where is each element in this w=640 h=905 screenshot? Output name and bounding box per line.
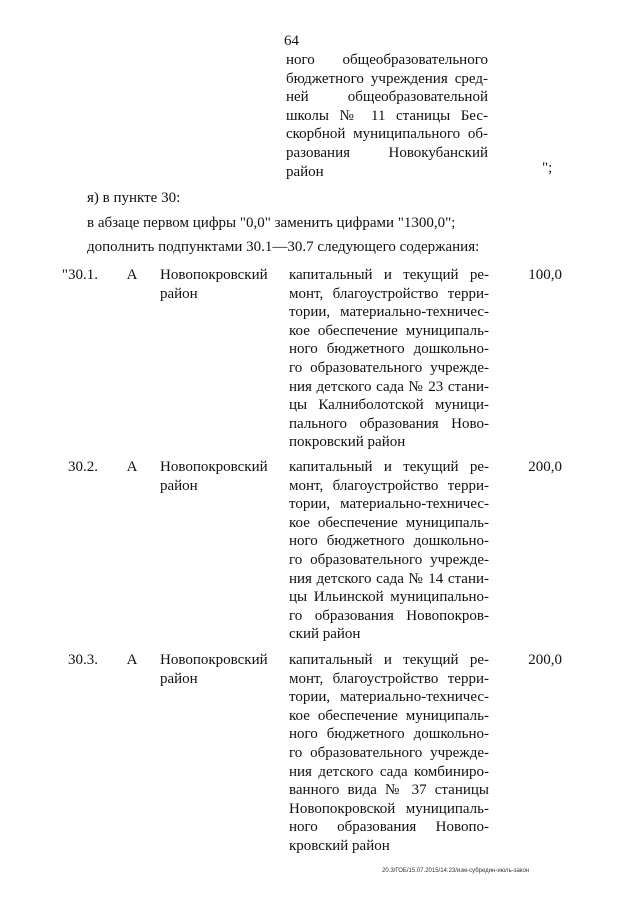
row-amount: 200,0: [528, 459, 562, 475]
row-number: 30.3.: [68, 652, 98, 668]
page-number: 64: [284, 33, 299, 49]
continuation-text: [286, 51, 488, 181]
purpose-line: пального образования Ново-: [289, 415, 489, 432]
row-district: [160, 458, 278, 495]
row-code: А: [126, 459, 138, 475]
purpose-line: ния детского сада № 23 стани-: [289, 378, 489, 395]
purpose-line: ния детского сада № 14 стани-: [289, 570, 489, 587]
purpose-line: Новопокровской муниципаль-: [289, 800, 489, 817]
purpose-line: го образования Новопокров-: [289, 607, 489, 624]
purpose-line: тории, материально-техничес-: [289, 304, 489, 321]
row-code: А: [126, 267, 138, 283]
closing-quote-mark: ";: [542, 160, 553, 176]
continuation-line: скорбной муниципального об-: [286, 126, 488, 143]
continuation-line: бюджетного учреждения сред-: [286, 70, 488, 87]
purpose-line: ного бюджетного дошкольно-: [289, 533, 489, 550]
continuation-line: разования Новокубанский: [286, 144, 488, 161]
row-purpose: [289, 458, 489, 644]
row-purpose: [289, 651, 489, 856]
purpose-line: кое обеспечение муниципаль-: [289, 707, 489, 724]
purpose-line: монт, благоустройство терри-: [289, 285, 489, 302]
paragraph-item-ya: я) в пункте 30:: [87, 190, 181, 206]
purpose-line: кое обеспечение муниципаль-: [289, 514, 489, 531]
paragraph-add-subitems: дополнить подпунктами 30.1—30.7 следующего содержания:: [87, 239, 480, 255]
purpose-line: тории, материально-техничес-: [289, 496, 489, 513]
row-purpose: [289, 266, 489, 452]
purpose-line: го образовательного учрежде-: [289, 744, 489, 761]
purpose-line: го образовательного учрежде-: [289, 551, 489, 568]
purpose-line: ного бюджетного дошкольно-: [289, 341, 489, 358]
row-district: [160, 266, 278, 303]
row-number: "30.1.: [61, 267, 98, 283]
continuation-line: ней общеобразовательной: [286, 89, 488, 106]
purpose-line: тории, материально-техничес-: [289, 689, 489, 706]
district-line: район: [160, 477, 198, 494]
purpose-line: капитальный и текущий ре-: [289, 459, 489, 475]
continuation-line: район: [286, 163, 324, 180]
district-line: Новопокровский: [160, 459, 268, 475]
continuation-line: школы № 11 станицы Бес-: [286, 107, 488, 124]
purpose-line: ский район: [289, 626, 361, 643]
purpose-line: го образовательного учрежде-: [289, 359, 489, 376]
purpose-line: ного образования Новопо-: [289, 819, 489, 836]
document-footer: 20.3/ГОБ/15.07.2015/14:23/изм-субредин-июль-закон: [382, 868, 530, 874]
paragraph-replace-figures: в абзаце первом цифры "0,0" заменить цифрами "1300,0";: [87, 215, 456, 231]
continuation-line: ного общеобразовательного: [286, 52, 488, 68]
row-number: 30.2.: [68, 459, 98, 475]
district-line: Новопокровский: [160, 267, 268, 283]
purpose-line: монт, благоустройство терри-: [289, 670, 489, 687]
row-amount: 200,0: [528, 652, 562, 668]
purpose-line: ного бюджетного дошкольно-: [289, 726, 489, 743]
row-code: А: [126, 652, 138, 668]
district-line: Новопокровский: [160, 652, 268, 668]
purpose-line: покровский район: [289, 434, 406, 451]
purpose-line: монт, благоустройство терри-: [289, 477, 489, 494]
purpose-line: ванного вида № 37 станицы: [289, 782, 489, 799]
district-line: район: [160, 285, 198, 302]
purpose-line: цы Калниболотской муници-: [289, 397, 489, 414]
purpose-line: капитальный и текущий ре-: [289, 652, 489, 668]
row-amount: 100,0: [528, 267, 562, 283]
purpose-line: кое обеспечение муниципаль-: [289, 322, 489, 339]
purpose-line: кровский район: [289, 837, 390, 854]
district-line: район: [160, 670, 198, 687]
purpose-line: ния детского сада комбиниро-: [289, 763, 489, 780]
purpose-line: капитальный и текущий ре-: [289, 267, 489, 283]
row-district: [160, 651, 278, 688]
purpose-line: цы Ильинской муниципально-: [289, 589, 489, 606]
